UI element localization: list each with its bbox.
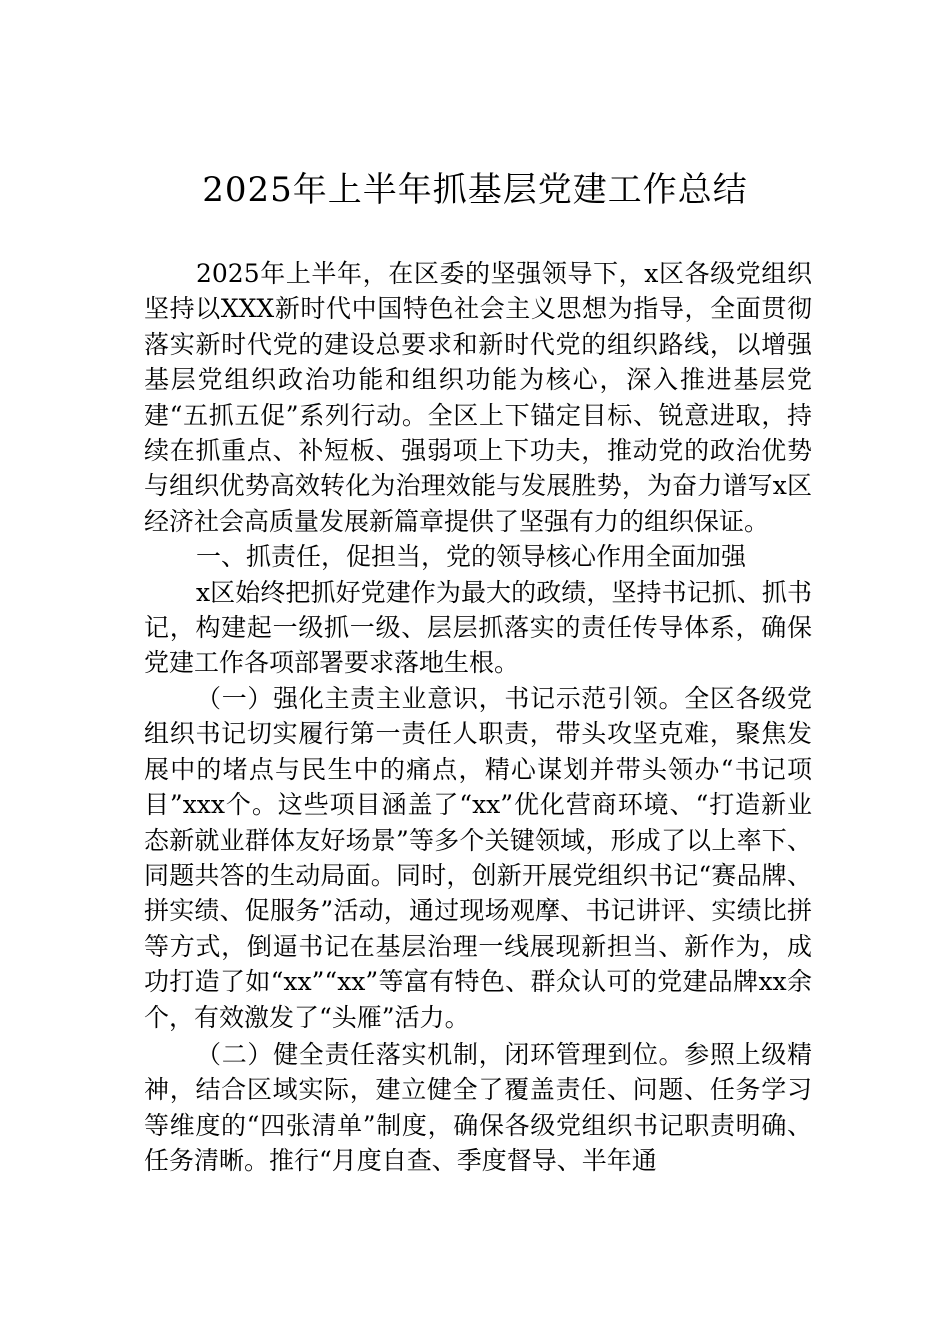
section-1-paragraph: x区始终把抓好党建作为最大的政绩，坚持书记抓、抓书记，构建起一级抓一级、层层抓落实的责任传导体系，确保党建工作各项部署要求落地生根。	[144, 577, 812, 678]
document-body	[144, 256, 812, 1179]
document-title: 2025年上半年抓基层党建工作总结	[202, 170, 748, 210]
subsection-1-paragraph: （一）强化主责主业意识，书记示范引领。全区各级党组织书记切实履行第一责任人职责，带头攻坚克难，聚焦发展中的堵点与民生中的痛点，精心谋划并带头领办“书记项目”xxx个。这些项目涵盖了“xx”优化营商环境、“打造新业态新就业群体友好场景”等多个关键领域，形成了以上率下、同题共答的生动局面。同时，创新开展党组织书记“赛品牌、拼实绩、促服务”活动，通过现场观摩、书记讲评、实绩比拼等方式，倒逼书记在基层治理一线展现新担当、新作为，成功打造了如“xx”“xx”等富有特色、群众认可的党建品牌xx余个，有效激发了“头雁”活力。	[144, 683, 812, 1032]
intro-paragraph: 2025年上半年，在区委的坚强领导下，x区各级党组织坚持以XXX新时代中国特色社会主义思想为指导，全面贯彻落实新时代党的建设总要求和新时代党的组织路线，以增强基层党组织政治功能和组织功能为核心，深入推进基层党建“五抓五促”系列行动。全区上下锚定目标、锐意进取，持续在抓重点、补短板、强弱项上下功夫，推动党的政治优势与组织优势高效转化为治理效能与发展胜势，为奋力谱写x区经济社会高质量发展新篇章提供了坚强有力的组织保证。	[144, 259, 812, 536]
subsection-2-paragraph: （二）健全责任落实机制，闭环管理到位。参照上级精神，结合区域实际，建立健全了覆盖责任、问题、任务学习等维度的“四张清单”制度，确保各级党组织书记职责明确、任务清晰。推行“月度自查、季度督导、半年通	[144, 1039, 812, 1176]
section-heading-1: 一、抓责任，促担当，党的领导核心作用全面加强	[196, 542, 747, 572]
